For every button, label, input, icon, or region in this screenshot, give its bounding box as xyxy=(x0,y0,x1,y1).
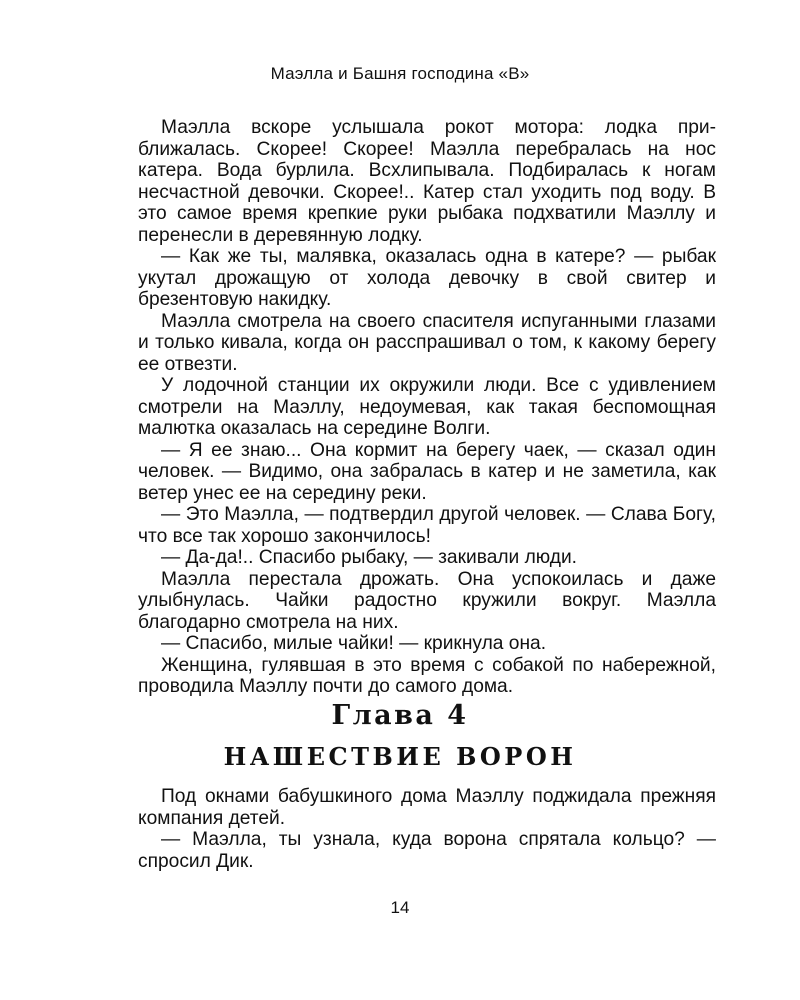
paragraph: — Спасибо, милые чайки! — крикнула она. xyxy=(161,633,547,654)
body-text-section-1 xyxy=(138,117,716,698)
paragraph: Маэлла перестала дрожать. Она успокоилась и даже улыбнулась. Чайки радостно кружили вокруг. Маэлла благодарно смотрела на них. xyxy=(138,568,716,633)
paragraph: — Я ее знаю... Она кормит на берегу чаек, — сказал один человек. — Видимо, она забралась в катер и не заметила, как ветер унес ее на середину реки. xyxy=(138,439,716,504)
paragraph: — Маэлла, ты узнала, куда ворона спрятала кольцо? — спросил Дик. xyxy=(138,829,716,872)
paragraph: — Да-да!.. Спасибо рыбаку, — закивали люди. xyxy=(161,547,578,568)
body-text-section-2 xyxy=(138,786,716,872)
chapter-title: НАШЕСТВИЕ ВОРОН xyxy=(223,742,577,771)
paragraph: Маэлла смотрела на своего спасителя испуганными глазами и только кивала, когда он расспрашивал о том, к какому берегу ее отвезти. xyxy=(138,310,716,375)
paragraph: Маэлла вскоре услышала рокот мотора: лодка приближалась. Скорее! Скорее! Маэлла перебралась на нос катера. Вода бурлила. Всхлипывала. Подбиралась к ногам несчастной девочки. Скорее!.. Катер стал уходить под воду. В это самое время крепкие руки рыбака подхватили Маэллу и перенесли в деревянную лодку. xyxy=(138,117,716,246)
paragraph: У лодочной станции их окружили люди. Все с удивлением смотрели на Маэллу, недоумевая, как такая беспомощная малютка оказалась на середине Волги. xyxy=(138,375,716,439)
running-header: Маэлла и Башня господина «В» xyxy=(270,64,530,83)
chapter-number: Глава 4 xyxy=(331,700,469,731)
paragraph: Под окнами бабушкиного дома Маэллу поджидала прежняя компания детей. xyxy=(138,786,716,829)
paragraph: Женщина, гулявшая в это время с собакой по набережной, проводила Маэллу почти до самого дома. xyxy=(138,654,716,697)
paragraph: — Это Маэлла, — подтвердил другой человек. — Слава Богу, что все так хорошо закончилось! xyxy=(138,504,716,547)
page-number: 14 xyxy=(390,898,410,917)
paragraph: — Как же ты, малявка, оказалась одна в катере? — рыбак укутал дрожащую от холода девочку в свой свитер и брезентовую накидку. xyxy=(138,246,716,310)
